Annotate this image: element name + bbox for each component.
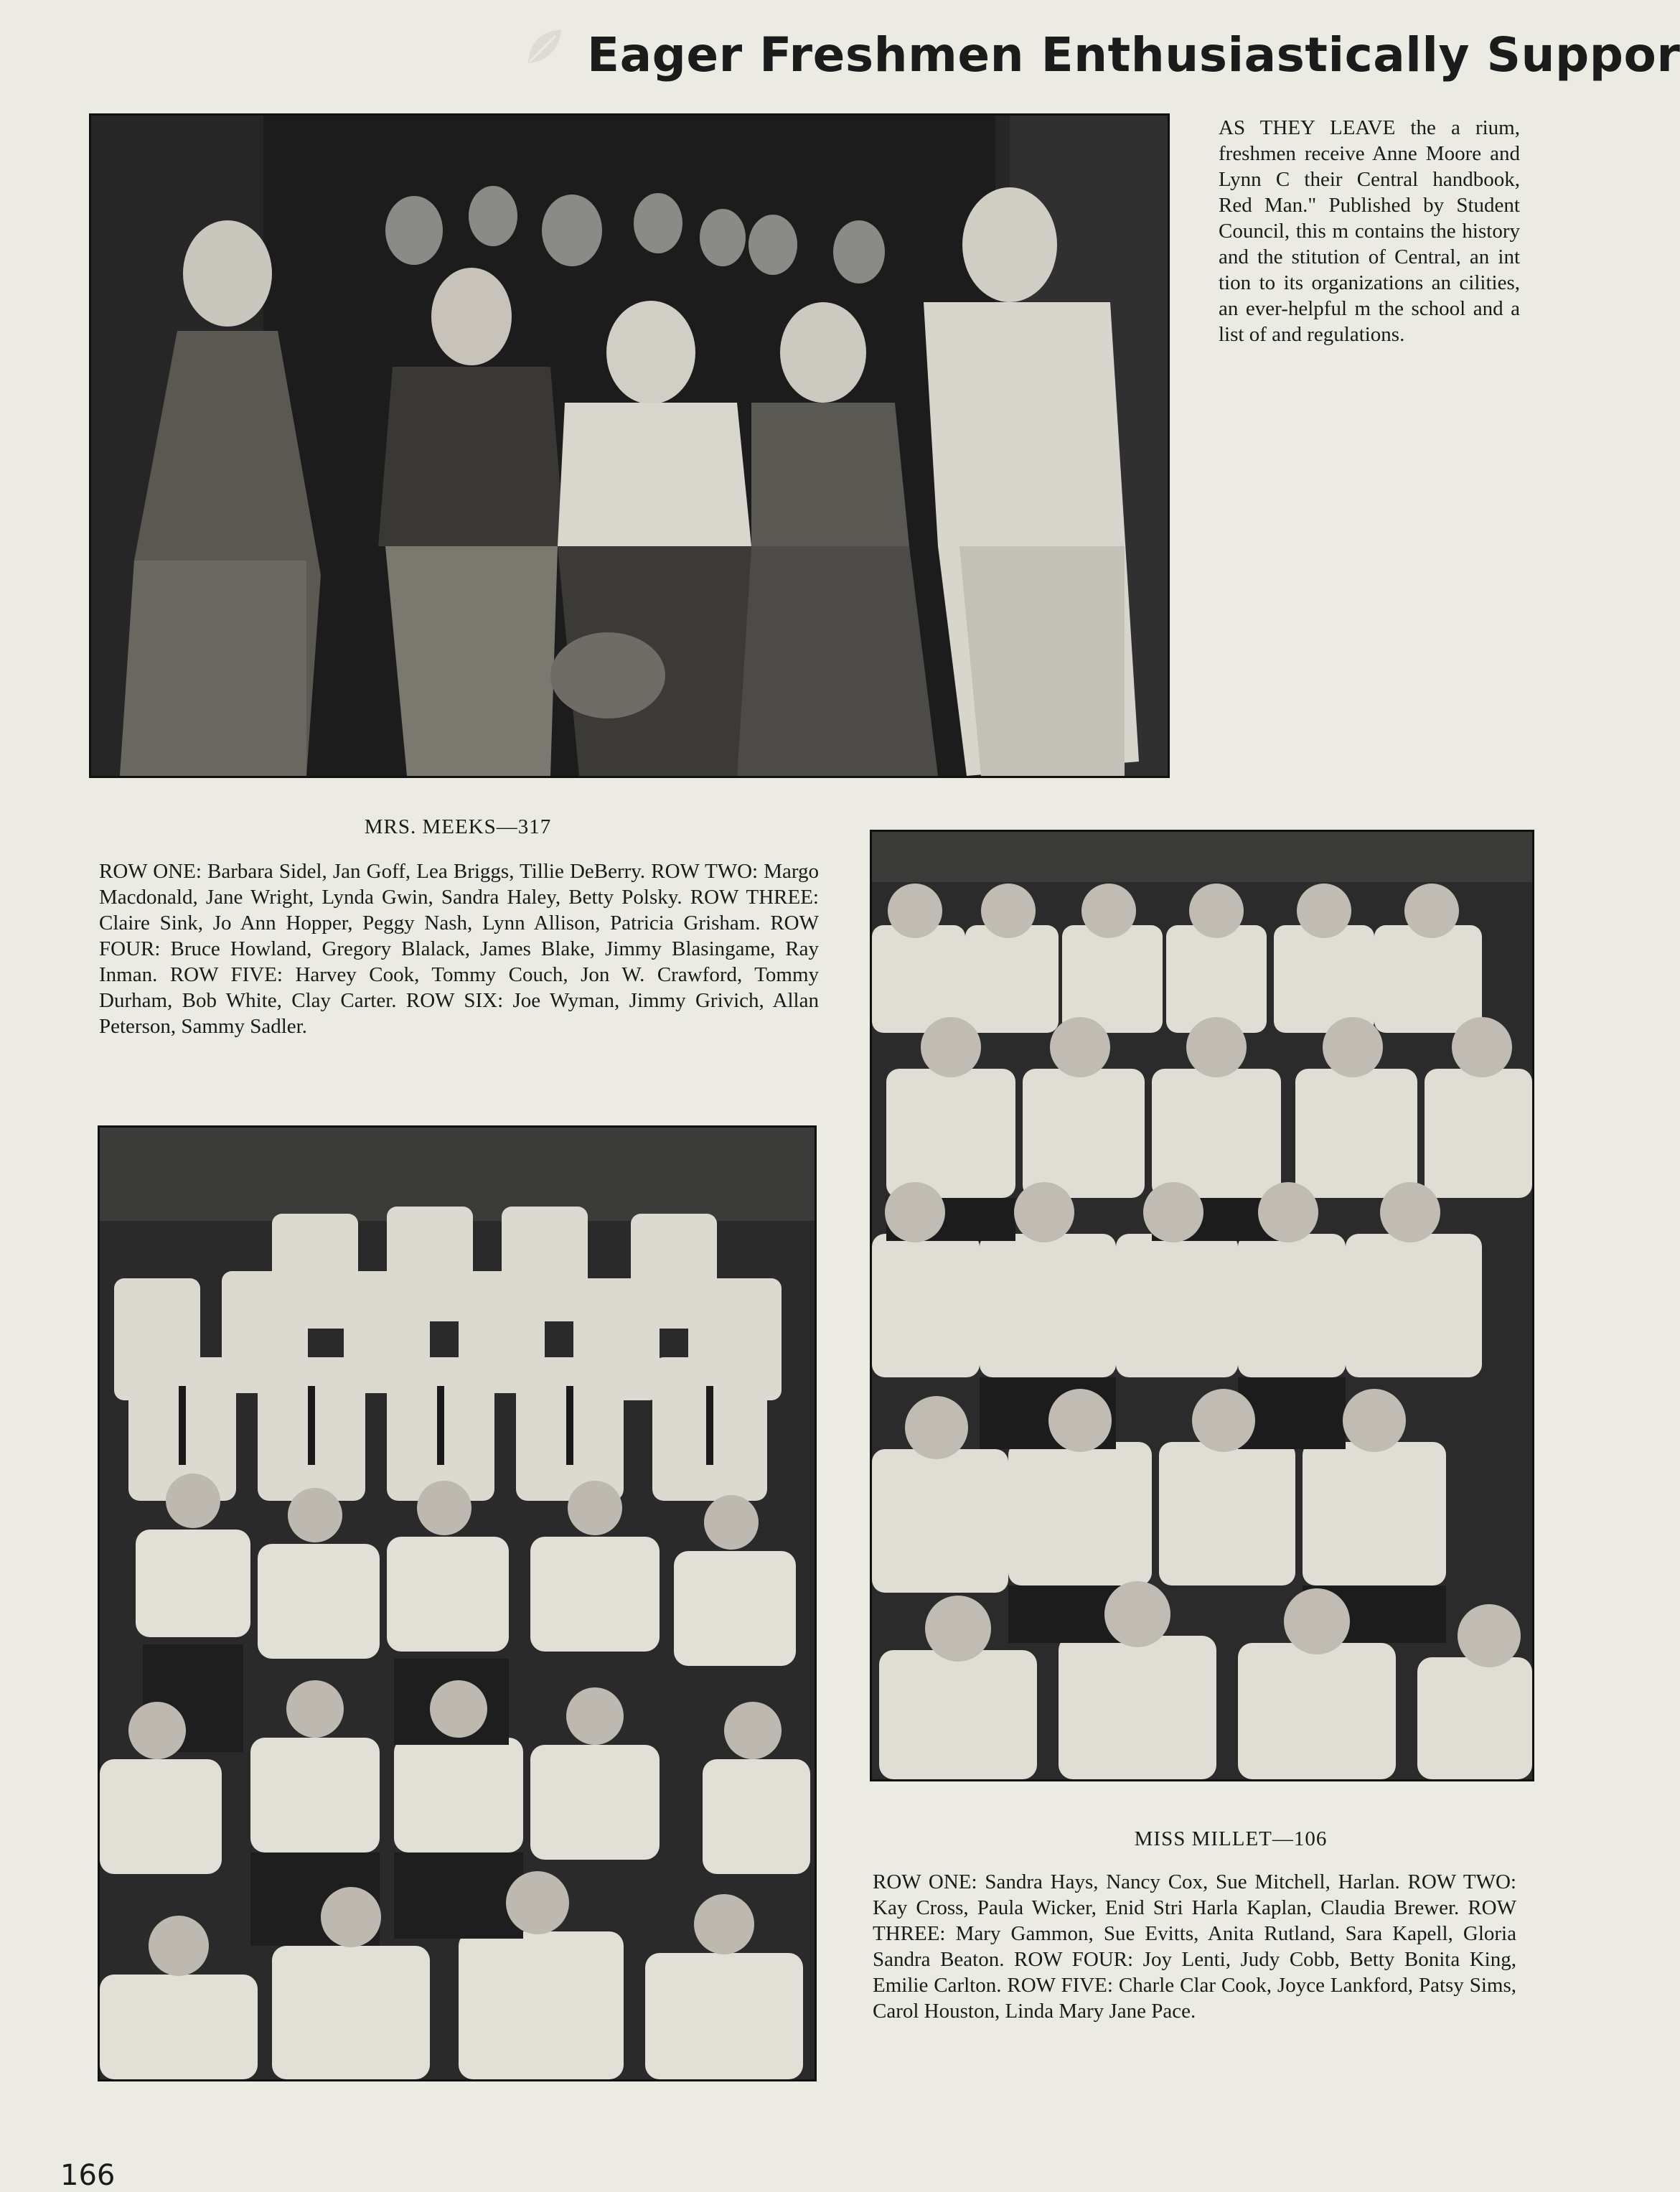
page-headline: Eager Freshmen Enthusiastically Suppor [587, 27, 1680, 83]
intro-caption-text: AS THEY LEAVE the a rium, freshmen receive Anne Moore and Lynn C their Central handbook, Red Man." Published by Student Council, this m contains the history and the stitution of Central, an int tion to its organizations an cilities, an ever-helpful m the school and a list of and regulations. [1219, 116, 1520, 346]
photo-millet-class [870, 830, 1534, 1781]
millet-names: ROW ONE: Sandra Hays, Nancy Cox, Sue Mitchell, Harlan. ROW TWO: Kay Cross, Paula Wicker, Enid Stri Harla Kaplan, Claudia Brewer. ROW THREE: Mary Gammon, Sue Evitts, Anita Rutland, Sara Kapell, Gloria Sandra Beaton. ROW FOUR: Joy Lenti, Judy Cobb, Betty Bonita King, Emilie Carlton. ROW FIVE: Charle Clar Cook, Joyce Lankford, Patsy Sims, Carol Houston, Linda Mary Jane Pace. [873, 1870, 1516, 2023]
meeks-title: MRS. MEEKS—317 [364, 815, 552, 838]
page-number: 166 [60, 2159, 116, 2192]
intro-caption [1219, 115, 1520, 347]
millet-title: MISS MILLET—106 [1134, 1827, 1328, 1850]
photo-meeks-class [98, 1125, 817, 2081]
photo-handbook-distribution [89, 113, 1170, 778]
meeks-names: ROW ONE: Barbara Sidel, Jan Goff, Lea Briggs, Tillie DeBerry. ROW TWO: Margo Macdonald, Jane Wright, Lynda Gwin, Sandra Haley, Betty Polsky. ROW THREE: Claire Sink, Jo Ann Hopper, Peggy Nash, Lynn Allison, Patricia Grisham. ROW FOUR: Bruce Howland, Gregory Blalack, James Blake, Jimmy Blasingame, Ray Inman. ROW FIVE: Harvey Cook, Tommy Couch, Jon W. Crawford, Tommy Durham, Bob White, Clay Carter. ROW SIX: Joe Wyman, Jimmy Grivich, Allan Peterson, Sammy Sadler. [99, 860, 819, 1038]
leaf-icon [522, 26, 566, 69]
